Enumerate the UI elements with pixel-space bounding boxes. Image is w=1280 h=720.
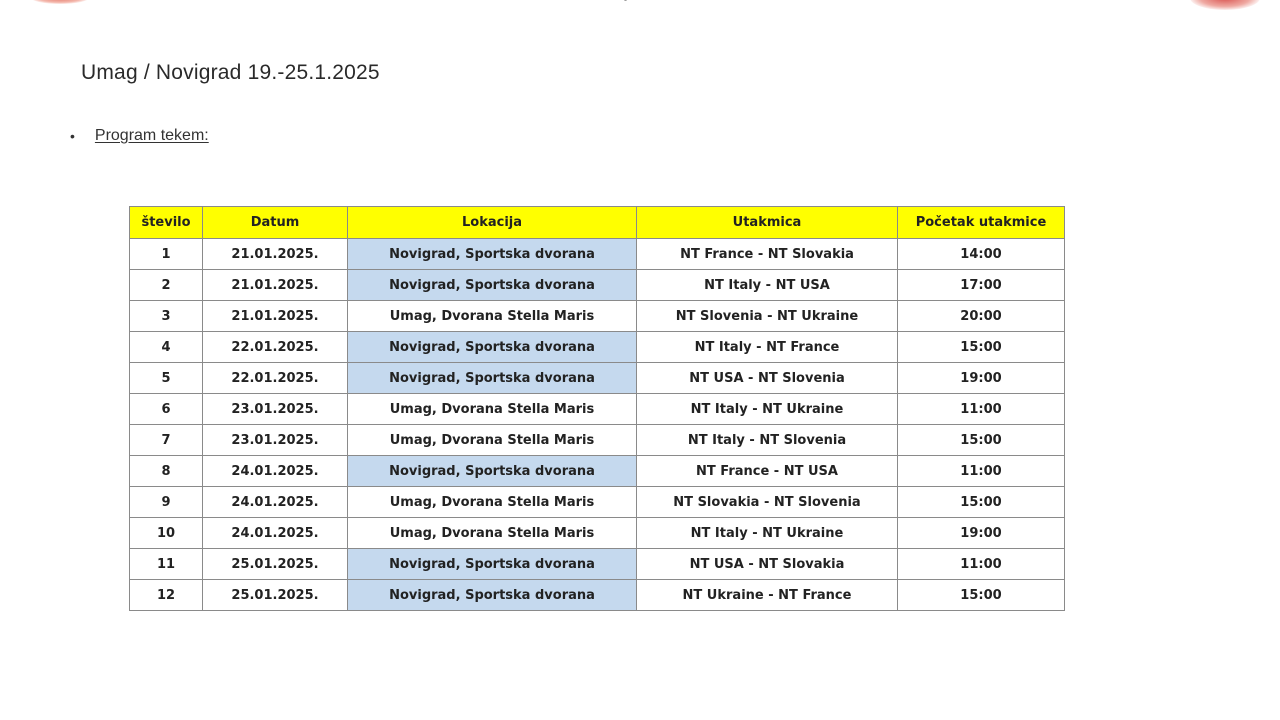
- cell-location: Novigrad, Sportska dvorana: [348, 332, 637, 363]
- cell-location: Novigrad, Sportska dvorana: [348, 456, 637, 487]
- table-row: [130, 580, 1065, 611]
- table-row: [130, 487, 1065, 518]
- cell-date: 21.01.2025.: [203, 239, 348, 270]
- table-row: [130, 363, 1065, 394]
- table-row: [130, 425, 1065, 456]
- cell-start-time: 15:00: [898, 332, 1065, 363]
- cell-match: NT Slovenia - NT Ukraine: [637, 301, 898, 332]
- table-row: [130, 239, 1065, 270]
- cell-number: 12: [130, 580, 203, 611]
- cell-date: 25.01.2025.: [203, 549, 348, 580]
- cell-start-time: 14:00: [898, 239, 1065, 270]
- column-header-date: Datum: [203, 207, 348, 239]
- cell-start-time: 19:00: [898, 518, 1065, 549]
- cell-date: 22.01.2025.: [203, 332, 348, 363]
- column-header-match: Utakmica: [637, 207, 898, 239]
- cell-match: NT France - NT Slovakia: [637, 239, 898, 270]
- cell-location: Umag, Dvorana Stella Maris: [348, 394, 637, 425]
- cell-location: Novigrad, Sportska dvorana: [348, 363, 637, 394]
- table-body: [130, 239, 1065, 611]
- table-row: [130, 301, 1065, 332]
- cell-start-time: 20:00: [898, 301, 1065, 332]
- bullet-marker: •: [70, 128, 75, 144]
- cell-match: NT Slovakia - NT Slovenia: [637, 487, 898, 518]
- cell-start-time: 11:00: [898, 394, 1065, 425]
- cell-start-time: 19:00: [898, 363, 1065, 394]
- column-header-location: Lokacija: [348, 207, 637, 239]
- cell-match: NT Italy - NT France: [637, 332, 898, 363]
- cell-number: 9: [130, 487, 203, 518]
- cell-location: Umag, Dvorana Stella Maris: [348, 425, 637, 456]
- cell-date: 21.01.2025.: [203, 301, 348, 332]
- cell-date: 21.01.2025.: [203, 270, 348, 301]
- table-header-row: [130, 207, 1065, 239]
- cell-number: 7: [130, 425, 203, 456]
- cell-start-time: 11:00: [898, 549, 1065, 580]
- cell-number: 10: [130, 518, 203, 549]
- cell-number: 4: [130, 332, 203, 363]
- table-row: [130, 394, 1065, 425]
- cell-match: NT USA - NT Slovenia: [637, 363, 898, 394]
- table-row: [130, 549, 1065, 580]
- cell-start-time: 15:00: [898, 425, 1065, 456]
- cell-date: 24.01.2025.: [203, 456, 348, 487]
- cell-start-time: 17:00: [898, 270, 1065, 301]
- cell-location: Novigrad, Sportska dvorana: [348, 549, 637, 580]
- cell-date: 23.01.2025.: [203, 394, 348, 425]
- section-label: Program tekem:: [94, 127, 209, 144]
- cell-date: 25.01.2025.: [203, 580, 348, 611]
- table-row: [130, 456, 1065, 487]
- cell-match: NT Italy - NT Ukraine: [637, 394, 898, 425]
- cell-match: NT Ukraine - NT France: [637, 580, 898, 611]
- cell-date: 23.01.2025.: [203, 425, 348, 456]
- cell-location: Umag, Dvorana Stella Maris: [348, 518, 637, 549]
- cell-match: NT France - NT USA: [637, 456, 898, 487]
- cell-location: Novigrad, Sportska dvorana: [348, 270, 637, 301]
- cell-start-time: 15:00: [898, 487, 1065, 518]
- cell-start-time: 15:00: [898, 580, 1065, 611]
- cell-number: 2: [130, 270, 203, 301]
- match-schedule-table: [129, 206, 1065, 611]
- cell-location: Umag, Dvorana Stella Maris: [348, 301, 637, 332]
- table-row: [130, 518, 1065, 549]
- cell-date: 24.01.2025.: [203, 487, 348, 518]
- cell-location: Novigrad, Sportska dvorana: [348, 239, 637, 270]
- cell-number: 1: [130, 239, 203, 270]
- decorative-blob-right: [1190, 0, 1260, 10]
- cell-date: 22.01.2025.: [203, 363, 348, 394]
- cell-number: 3: [130, 301, 203, 332]
- cell-number: 6: [130, 394, 203, 425]
- cell-match: NT Italy - NT Ukraine: [637, 518, 898, 549]
- section-heading: [70, 127, 209, 145]
- cell-number: 5: [130, 363, 203, 394]
- cell-number: 8: [130, 456, 203, 487]
- column-header-start-time: Početak utakmice: [898, 207, 1065, 239]
- column-header-number: število: [130, 207, 203, 239]
- table-row: [130, 332, 1065, 363]
- cell-match: NT Italy - NT Slovenia: [637, 425, 898, 456]
- cell-number: 11: [130, 549, 203, 580]
- cell-location: Umag, Dvorana Stella Maris: [348, 487, 637, 518]
- cell-match: NT USA - NT Slovakia: [637, 549, 898, 580]
- cell-match: NT Italy - NT USA: [637, 270, 898, 301]
- cell-date: 24.01.2025.: [203, 518, 348, 549]
- decorative-dot: [624, 0, 627, 1]
- cell-start-time: 11:00: [898, 456, 1065, 487]
- table-row: [130, 270, 1065, 301]
- page-title: Umag / Novigrad 19.-25.1.2025: [81, 61, 380, 84]
- cell-location: Novigrad, Sportska dvorana: [348, 580, 637, 611]
- decorative-blob-left: [30, 0, 90, 4]
